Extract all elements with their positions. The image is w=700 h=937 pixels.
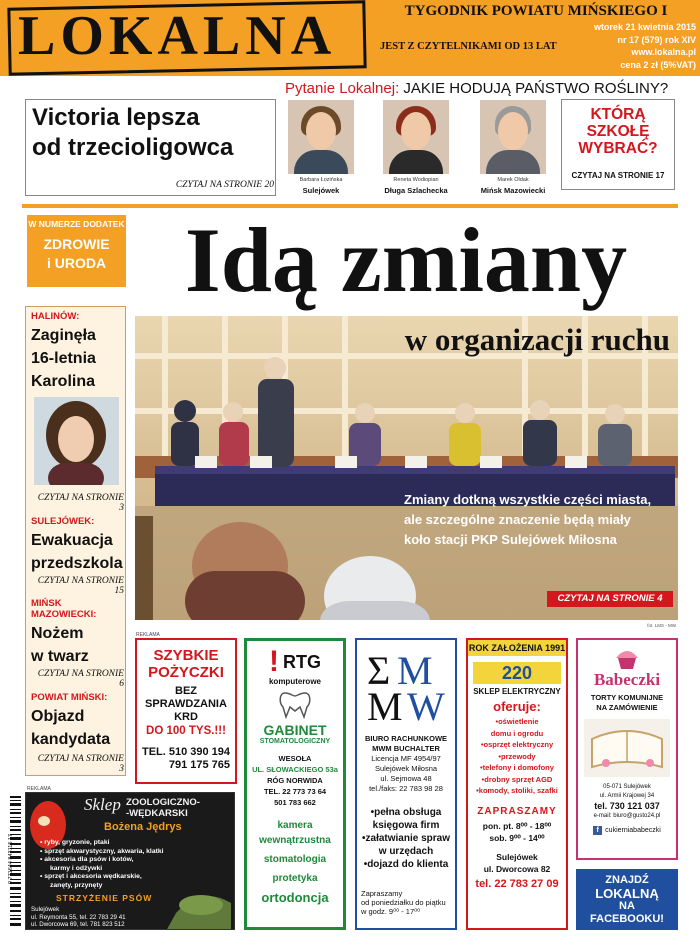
news-headline-line: Zaginęła [31, 327, 96, 344]
person-name: Barbara Łozińska [299, 177, 343, 183]
lead-caption-line: ale szczególne znaczenie będą miały [404, 512, 631, 527]
person-photo [480, 100, 546, 174]
news-kicker: SULEJÓWEK: [31, 516, 95, 527]
electric-ad-address: ul. Dworcowa 82 [483, 863, 551, 874]
ad-label: REKLAMA [136, 632, 160, 638]
dental-ad-title: GABINET [263, 722, 327, 738]
electric-ad-item: domu i ogrodu [490, 728, 544, 738]
electric-ad-invite: ZAPRASZAMY [477, 805, 557, 817]
dental-ad-title: STOMATOLOGICZNY [259, 738, 331, 745]
health-title-line: ZDROWIE [43, 236, 110, 252]
bakery-ad-phone: tel. 730 121 037 [594, 801, 660, 811]
electric-ad-hours: pon. pt. 8⁰⁰ - 18⁰⁰ [482, 820, 552, 831]
dental-ad-address: WESOŁA [278, 754, 312, 763]
pet-shop-item: karmy i odżywki [50, 864, 103, 872]
electric-ad-item: •oświetlenie [495, 717, 539, 726]
news-headline-line: w twarz [31, 648, 89, 665]
electric-ad-item: •drobny sprzęt AGD [481, 774, 553, 784]
electric-ad-item: •komody, stoliki, szafki [476, 786, 558, 795]
accounting-ad-offer: w urzędach [378, 846, 434, 857]
person-town: Sulejówek [302, 186, 340, 195]
lead-caption-line: koło stacji PKP Sulejówek Miłosna [404, 532, 617, 547]
news-headline-line: Ewakuacja [31, 532, 113, 549]
electric-ad-item: •osprzęt elektryczny [480, 740, 554, 749]
facebook-promo[interactable] [576, 869, 678, 930]
svg-text:W: W [407, 684, 445, 726]
electric-ad-item: •telefony i domofony [480, 763, 554, 772]
tooth-icon [275, 689, 315, 719]
accounting-ad-hours: Zapraszamy [361, 889, 403, 898]
pet-shop-item: • sprzęt akwarystyczny, akwaria, klatki [40, 847, 164, 855]
news-kicker-line: MAZOWIECKI: [31, 609, 97, 620]
person-photo [383, 100, 449, 174]
pet-shop-address: ul. Reymonta 55, tel. 22 783 29 41 [31, 913, 126, 921]
person-name: Reneta Wodiopian [393, 177, 439, 183]
lead-photo [135, 316, 678, 620]
missing-girl-photo [34, 397, 119, 485]
news-headline[interactable] [31, 705, 126, 751]
svg-text:Σ: Σ [367, 648, 391, 693]
accounting-ad-phone: tel./faks: 22 783 98 28 [369, 784, 443, 793]
dental-ad-address: RÓG NORWIDA [267, 776, 323, 785]
exclamation-icon: ! [269, 645, 279, 678]
dental-ad-service: kamera [277, 820, 313, 831]
bakery-ad-address: 05-071 Sulejówek [603, 784, 651, 790]
accounting-ad-offer: księgowa firm [372, 820, 440, 831]
news-headline-line: Nożem [31, 625, 84, 642]
lead-caption [404, 490, 670, 550]
issue-website[interactable]: www.lokalna.pl [631, 47, 696, 57]
logo[interactable]: LOKALNA [18, 5, 337, 67]
issue-date: wtorek 21 kwietnia 2015 [593, 22, 696, 32]
accounting-ad-hours: w godz. 9⁰⁰ - 17⁰⁰ [361, 907, 421, 916]
accounting-ad-address: Sulejówek Miłosna [374, 764, 438, 773]
loans-ad-line: POŻYCZKI [148, 664, 224, 681]
dental-ad-service: protetyka [272, 873, 318, 884]
loans-ad-phone: 791 175 765 [168, 759, 230, 771]
photo-credit: fot. LMS - MW [647, 623, 676, 628]
loans-ad-phone: TEL. 510 390 194 [141, 746, 231, 758]
health-title-line: i URODA [46, 255, 107, 271]
facebook-promo-line: FACEBOOKU! [590, 913, 664, 925]
news-kicker-line: MIŃSK [31, 598, 62, 609]
question-label: Pytanie Lokalnej: [285, 80, 400, 97]
dental-ad-service: ortodoncja [261, 890, 329, 905]
school-page-ref: CZYTAJ NA STRONIE 17 [571, 171, 665, 180]
meeting-photo-illustration [135, 316, 678, 620]
victoria-headline [32, 103, 272, 163]
bakery-ad-logo: Babeczki [593, 670, 661, 689]
loans-ad-line: BEZ [175, 685, 197, 697]
victoria-headline-line: Victoria lepsza [32, 104, 200, 131]
ad-label: REKLAMA [27, 786, 51, 792]
news-kicker: POWIAT MIŃSKI: [31, 692, 108, 703]
lead-page-ref[interactable]: CZYTAJ NA STRONIE 4 [547, 591, 673, 607]
bakery-ad-email: e-mail: biuro@gusto24.pl [593, 813, 661, 819]
news-headline-line: 16-letnia [31, 350, 96, 367]
facebook-promo-line: ZNAJDŹ [605, 874, 649, 886]
accounting-ad-hours: od poniedziałku do piątku [361, 898, 446, 907]
person-town: Długa Szlachecka [384, 186, 448, 195]
svg-text:M: M [397, 648, 433, 693]
news-page-ref: CZYTAJ NA STRONIE 6 [37, 669, 124, 689]
pet-shop-title: -WĘDKARSKI [126, 808, 188, 819]
news-headline-line: Objazd [31, 708, 85, 725]
facebook-promo-line: LOKALNĄ [595, 886, 659, 901]
dental-ad[interactable] [244, 638, 346, 930]
news-headline[interactable] [31, 622, 126, 668]
pet-shop-owner: Bożena Jędrys [104, 821, 182, 833]
pet-shop-item: • ryby, gryzonie, ptaki [40, 839, 110, 846]
tagline: TYGODNIK POWIATU MIŃSKIEGO I [404, 3, 668, 19]
accounting-ad-name: BIURO RACHUNKOWE [364, 734, 448, 743]
dental-ad-address: UL. SŁOWACKIEGO 53a [252, 765, 338, 774]
question-text: JAKIE HODUJĄ PAŃSTWO ROŚLINY? [403, 80, 669, 97]
electric-ad-offer-title: oferuje: [493, 699, 541, 714]
accounting-ad-offer: •pełna obsługa [370, 807, 442, 818]
school-headline-line: SZKOŁĘ [586, 123, 650, 140]
barcode-number: 9 771644 843115 17 [8, 833, 14, 885]
issue-info [590, 21, 696, 71]
issue-price: cena 2 zł (5%VAT) [620, 59, 696, 70]
bakery-ad-facebook: cukierniababeczki [605, 827, 661, 834]
dental-ad-service: stomatologia [263, 854, 327, 865]
health-supplement-title [27, 235, 126, 273]
pet-shop-item: • sprzęt i akcesoria wędkarskie, [40, 873, 142, 880]
tagline-divider [377, 21, 587, 37]
news-headline[interactable] [31, 529, 126, 575]
mwm-logo [361, 646, 451, 726]
loans-ad-line: KRD [174, 711, 198, 723]
loans-ad-line: SZYBKIE [153, 647, 219, 664]
accounting-ad-offer: •załatwianie spraw [362, 833, 450, 844]
pet-shop-town: Sulejówek [31, 906, 60, 913]
news-kicker [31, 598, 126, 620]
cupcake-icon [612, 646, 642, 670]
health-supplement-kicker: W NUMERZE DODATEK [28, 219, 125, 229]
person-town: Mińsk Mazowiecki [480, 186, 546, 195]
bakery-ad-title: NA ZAMÓWIENIE [596, 703, 658, 712]
dental-ad-service: wewnątrzustna [259, 835, 331, 846]
pet-shop-item: zanęty, przynęty [50, 881, 103, 889]
question-heading [285, 80, 700, 97]
subline: JEST Z CZYTELNIKAMI OD 13 LAT [380, 41, 557, 52]
electric-ad-name: SKLEP ELEKTRYCZNY [473, 687, 561, 696]
pet-shop-ad[interactable] [25, 792, 235, 930]
facebook-promo-line: NA [619, 900, 635, 912]
dental-ad-phone: 501 783 662 [274, 798, 316, 807]
electric-ad-hours: sob. 9⁰⁰ - 14⁰⁰ [489, 832, 545, 843]
dental-ad-logo-sub: komputerowe [268, 677, 321, 686]
news-headline-line: Karolina [31, 373, 96, 390]
lead-headline[interactable]: Idą zmiany [184, 209, 628, 311]
loans-ad-line: SPRAWDZANIA [145, 698, 227, 710]
dental-ad-logo: RTG [283, 651, 321, 672]
news-kicker: HALINÓW: [31, 311, 80, 322]
victoria-headline-line: od trzecioligowca [32, 134, 234, 161]
svg-text:M: M [367, 684, 403, 726]
electric-ad-town: Sulejówek [496, 851, 538, 862]
portrait-illustration [34, 397, 119, 485]
accounting-ad-name: MWM BUCHALTER [372, 744, 440, 753]
electric-shop-ad[interactable] [466, 638, 568, 930]
electric-ad-item: •przewody [498, 751, 536, 761]
facebook-icon: f [593, 826, 602, 835]
accounting-ad[interactable] [355, 638, 457, 930]
loans-ad[interactable] [135, 638, 237, 784]
victoria-page-ref: CZYTAJ NA STRONIE 20 [175, 180, 274, 190]
pet-shop-title: ZOOLOGICZNO- [126, 797, 200, 808]
bakery-ad-address: ul. Armii Krajowej 34 [599, 793, 655, 799]
news-page-ref: CZYTAJ NA STRONIE 3 [37, 493, 124, 513]
barcode [2, 792, 22, 932]
accounting-ad-license: Licencja MF 4954/97 [371, 754, 441, 763]
electric-ad-number: 220 [501, 663, 533, 683]
dental-ad-phone: TEL. 22 773 73 64 [263, 787, 327, 796]
school-headline [563, 106, 673, 157]
school-headline-line: WYBRAĆ? [578, 140, 658, 157]
bakery-ad-title: TORTY KOMUNIJNE [590, 693, 664, 702]
issue-number: nr 17 (579) rok XIV [617, 34, 696, 45]
electric-ad-logo [473, 662, 561, 684]
accounting-ad-address: ul. Sejmowa 48 [380, 774, 432, 783]
lead-caption-line: Zmiany dotkną wszystkie części miasta, [404, 492, 652, 507]
bakery-ad[interactable] [576, 638, 678, 860]
news-page-ref: CZYTAJ NA STRONIE 15 [37, 576, 124, 596]
cake-illustration [584, 719, 670, 777]
loans-ad-line: DO 100 TYS.!!! [146, 725, 226, 737]
school-headline-line: KTÓRĄ [590, 106, 646, 123]
person-photo [288, 100, 354, 174]
lead-subheadline: w organizacji ruchu [404, 322, 670, 357]
news-headline-line: przedszkola [31, 555, 123, 572]
person-name: Marek Oldak [497, 177, 529, 183]
news-page-ref: CZYTAJ NA STRONIE 3 [37, 754, 124, 774]
pet-shop-address: ul. Dworcowa 69, tel. 781 823 512 [31, 921, 125, 928]
accounting-ad-offer: •dojazd do klienta [363, 859, 449, 870]
electric-ad-year: ROK ZAŁOŻENIA 1991 [468, 640, 566, 656]
pet-shop-logo: Sklep [84, 795, 121, 814]
electric-ad-phone: tel. 22 783 27 09 [475, 877, 559, 890]
pet-shop-item: • akcesoria dla psów i kotów, [40, 856, 134, 863]
news-headline[interactable] [31, 324, 126, 393]
pet-shop-service: STRZYŻENIE PSÓW [56, 893, 153, 903]
news-headline-line: kandydata [31, 731, 111, 748]
